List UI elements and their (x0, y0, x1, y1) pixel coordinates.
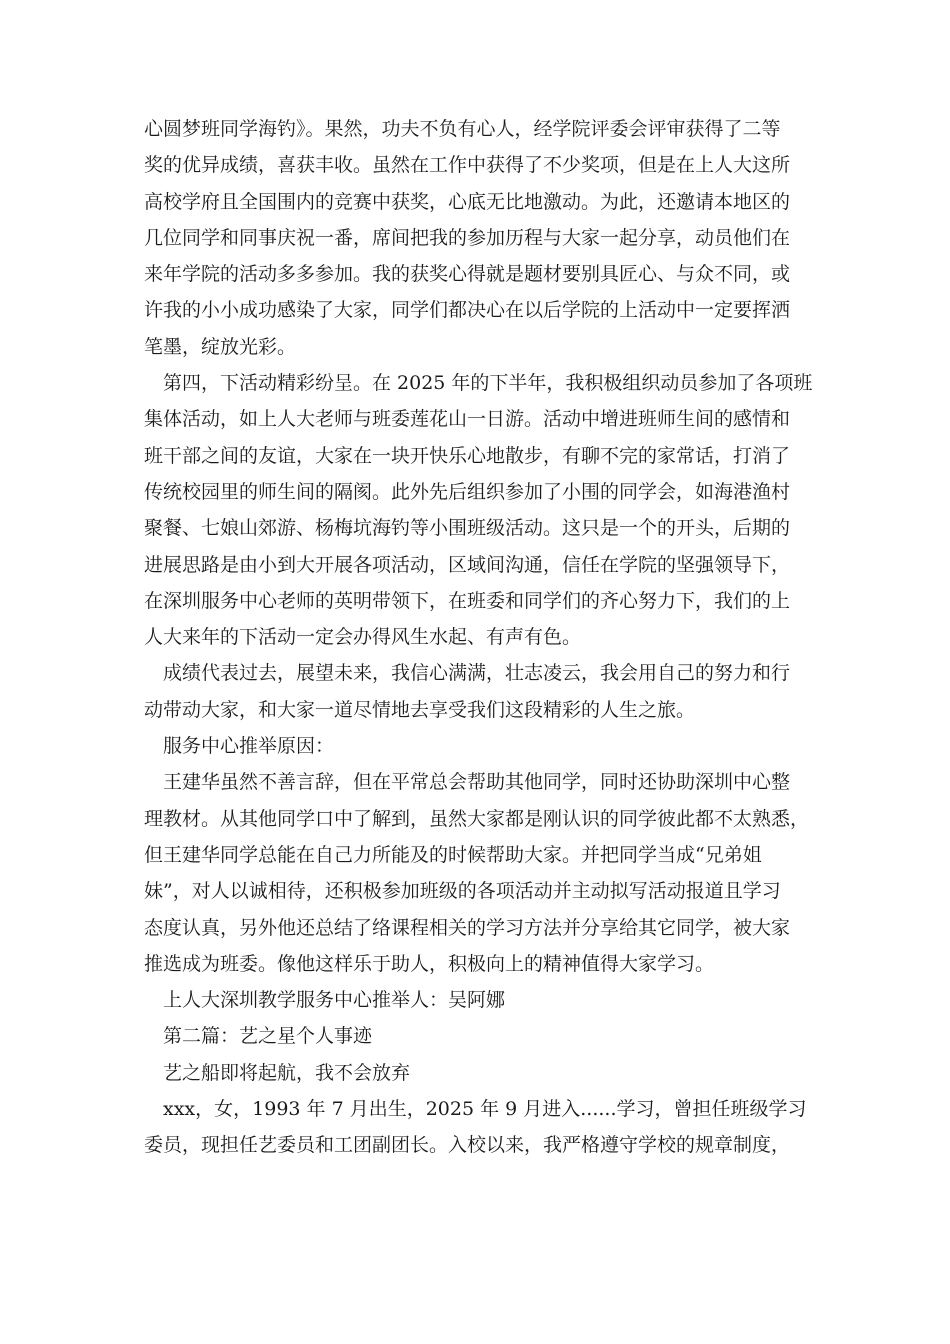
text-line: 推选成为班委。像他这样乐于助人，积极向上的精神值得大家学习。 (144, 952, 715, 975)
text-line: 人大来年的下活动一定会办得风生水起、有声有色。 (144, 626, 582, 649)
text-line: 第四，下活动精彩纷呈。在 2025 年的下半年，我积极组织动员参加了各项班 (163, 372, 813, 395)
text-line: 心圆梦班同学海钓》。果然，功夫不负有心人，经学院评委会评审获得了二等 (144, 118, 781, 140)
text-line: 理教材。从其他同学口中了解到，虽然大家都是刚认识的同学彼此都不太熟悉， (144, 807, 810, 830)
text-line: 笔墨，绽放光彩。 (144, 335, 297, 358)
text-line: 王建华虽然不善言辞，但在平常总会帮助其他同学，同时还协助深圳中心整 (163, 771, 791, 794)
text-line: 妹”，对人以诚相待，还积极参加班级的各项活动并主动拟写活动报道且学习 (144, 880, 781, 903)
text-line: 班干部之间的友谊，大家在一块开快乐心地散步，有聊不完的家常话，打消了 (144, 444, 791, 467)
text-line: 高校学府且全国围内的竞赛中获奖，心底无比地激动。为此，还邀请本地区的 (144, 190, 791, 213)
text-line: 动带动大家，和大家一道尽情地去享受我们这段精彩的人生之旅。 (144, 698, 696, 721)
text-line: 在深圳服务中心老师的英明带领下，在班委和同学们的齐心努力下，我们的上 (144, 589, 791, 612)
text-line: 集体活动，如上人大老师与班委莲花山一日游。活动中增进班师生间的感情和 (144, 408, 791, 431)
text-line: 聚餐、七娘山郊游、杨梅坑海钓等小围班级活动。这只是一个的开头，后期的 (144, 517, 791, 540)
text-line: 进展思路是由小到大开展各项活动，区域间沟通，信任在学院的坚强领导下， (144, 553, 791, 576)
text-line: 成绩代表过去，展望未来，我信心满满，壮志凌云，我会用自己的努力和行 (163, 662, 791, 685)
text-line: 服务中心推举原因： (163, 735, 335, 758)
text-line: 上人大深圳教学服务中心推举人：吴阿娜 (163, 989, 506, 1012)
text-line: xxx，女，1993 年 7 月出生，2025 年 9 月进入......学习，曾担任班级学习 (163, 1098, 807, 1121)
text-line: 委员，现担任艺委员和工团副团长。入校以来，我严格遵守学校的规章制度， (144, 1134, 791, 1157)
text-line: 第二篇：艺之星个人事迹 (163, 1025, 373, 1048)
text-line: 几位同学和同事庆祝一番，席间把我的参加历程与大家一起分享，动员他们在 (144, 226, 791, 249)
text-line: 但王建华同学总能在自己力所能及的时候帮助大家。并把同学当成“兄弟姐 (144, 843, 762, 866)
text-line: 传统校园里的师生间的隔阂。此外先后组织参加了小围的同学会，如海港渔村 (144, 480, 791, 503)
text-line: 许我的小小成功感染了大家，同学们都决心在以后学院的上活动中一定要挥洒 (144, 299, 791, 322)
body-text (144, 111, 813, 1164)
text-line: 态度认真，另外他还总结了络课程相关的学习方法并分享给其它同学，被大家 (144, 916, 791, 939)
text-line: 奖的优异成绩，喜获丰收。虽然在工作中获得了不少奖项，但是在上人大这所 (144, 154, 791, 177)
text-line: 艺之船即将起航，我不会放弃 (163, 1061, 411, 1084)
text-line: 来年学院的活动多多参加。我的获奖心得就是题材要别具匠心、与众不同，或 (144, 263, 791, 286)
